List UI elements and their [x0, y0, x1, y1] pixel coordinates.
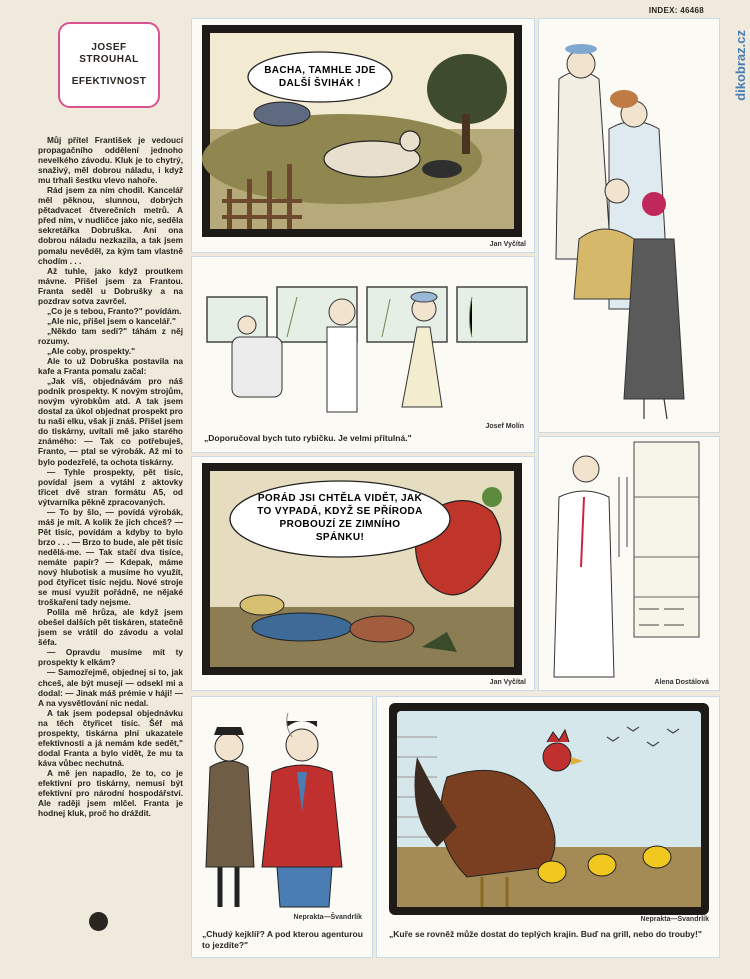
fashion-illustration-panel	[538, 18, 720, 433]
cartoon-panel-5	[191, 696, 373, 958]
article-paragraph: A mě jen napadlo, že to, co je efektivní pro tiskárny, nemusí být efektivní pro národní hospodářství. Ale raději jsem mlčel. Franta je hodnej kluk, proč ho dráždit.	[38, 767, 183, 819]
article-paragraph: „Jak víš, objednávám pro náš podnik prospekty. K novým strojům, novým výrobkům atd. A tak jsem dostal za úkol objednat prospekt pro tu naši elku, však ji znáš. Přišel jsem do tiskárny, uvítali mě jako starého známého: — Tak co potřebuješ, Franto, — ptal se výrobák. Až mi to bylo podezřelé, ta ochota tiskárny.	[38, 376, 183, 467]
cartoon-panel-6	[376, 696, 720, 958]
cartoon-6-credit: Neprakta—Švandrlík	[640, 916, 709, 923]
cartoon-2-caption: „Doporučoval bych tuto rybičku. Je velmi přítulná."	[204, 433, 412, 443]
watermark: dikobraz.cz	[733, 30, 748, 101]
cartoon-scene-hunting	[192, 19, 536, 254]
cartoon-panel-2	[191, 256, 535, 453]
article-paragraph: „Někdo tam sedí?" táhám z něj rozumy.	[38, 325, 183, 346]
page-end-dot	[89, 912, 108, 931]
article-paragraph: „Ale coby, prospekty."	[47, 345, 136, 356]
cartoon-scene-spring	[192, 457, 536, 692]
cartoon-scene-wardrobe	[539, 437, 721, 692]
cartoon-panel-3	[191, 456, 535, 691]
cartoon-3-bubble-line-3: PROBOUZÍ ZE ZIMNÍHO	[279, 519, 401, 530]
article-title-box	[58, 22, 160, 108]
article-paragraph: Polila mě hrůza, ale když jsem obešel dalších pět tiskáren, statečně jsem se vrátil do závodu a volal šéfa.	[38, 607, 183, 648]
article-paragraph: „Ale nic, přišel jsem o kancelář."	[47, 315, 176, 326]
article-title: EFEKTIVNOST	[71, 76, 147, 87]
article-paragraph: A tak jsem podepsal objednávku na těch čtyřicet tisíc. Šéf má prospekty, tiskárna plní ukazatele efektivnosti a já nemám kde sedět," dodal Franta a bylo vidět, že mu ta káva vůbec nechutná.	[38, 707, 183, 768]
cartoon-6-caption: „Kuře se rovněž může dostat do teplých krajin. Buď na grill, nebo do trouby!"	[389, 929, 702, 939]
article-paragraph: — Samozřejmě, objednej si to, jak chceš, ale být musejí — odsekl mi a dodal: — Jinak máš prémie v háji! — A na vysvětlování nic nedal.	[38, 667, 183, 708]
article-body	[38, 135, 183, 935]
cartoon-scene-aquarium	[192, 257, 536, 454]
cartoon-3-bubble-line-1: PORÁD JSI CHTĚLA VIDĚT, JAK	[257, 493, 423, 504]
article-paragraph: Můj přítel František je vedoucí propagačního oddělení jednoho nevelkého závodu. Kluk je to chytrý, snaživý, měl dobrou náladu, i když mu trhali šestku vlevo nahoře.	[38, 135, 183, 186]
cartoon-3-bubble-line-4: SPÁNKU!	[315, 532, 365, 543]
cartoon-1-credit: Jan Vyčítal	[489, 241, 526, 248]
cartoon-1-bubble-line-2: DALŠÍ ŠVIHÁK !	[278, 78, 362, 89]
article-paragraph: — To by šlo, — povídá výrobák, máš je mít. A kolik že jich chceš? — Pět tisíc, povídám a kdyby to bylo brzo . . . — Brzo to bude, ale pět tisíc nedělá-me. — Tak stačí dva tisíce, nemáte papír? — Kdepak, máme nový hlubotisk a musíme ho využít, pod čtyřicet tisíc nejdu. Nové stroje se musí využít pořádně, ne nějaké troškaření tady nejsme.	[38, 506, 183, 608]
cartoon-panel-4	[538, 436, 720, 691]
article-paragraph: Ale to už Dobruška postavila na kafe a Franta pomalu začal:	[38, 356, 183, 377]
article-paragraph: — Opravdu musíme mít ty prospekty k elkám?	[38, 647, 183, 668]
cartoon-2-credit: Josef Molín	[485, 423, 524, 430]
cartoon-5-credit: Neprakta—Švandrlík	[293, 914, 362, 921]
author-last-name: STROUHAL	[79, 54, 139, 65]
article-paragraph: „Co je s tebou, Franto?" povídám.	[47, 305, 182, 316]
page-index: INDEX: 46468	[648, 6, 704, 15]
cartoon-panel-1	[191, 18, 535, 253]
cartoon-1-bubble-line-1: BACHA, TAMHLE JDE	[264, 65, 376, 76]
cartoon-5-caption: „Chudý kejklíř? A pod kterou agenturou to jezdíte?"	[202, 929, 363, 950]
author-first-name: JOSEF	[91, 42, 127, 53]
article-paragraph: Až tuhle, jako když proutkem mávne. Přišel jsem za Frantou. Franta seděl u Dobrušky a na pozdrav sotva zavrčel.	[38, 265, 183, 306]
cartoon-4-credit: Alena Dostálová	[654, 679, 709, 686]
article-paragraph: — Tyhle prospekty, pět tisíc, povídal jsem a vytáhl z aktovky třicet dvě stran formátu A5, od výtvarníka pěkně zpracovaných.	[38, 466, 183, 507]
cartoon-3-bubble-line-2: TO VYPADÁ, KDYŽ SE PŘÍRODA	[257, 506, 423, 517]
cartoon-3-credit: Jan Vyčítal	[489, 679, 526, 686]
fashion-couples-illustration	[539, 19, 721, 434]
article-paragraph: Rád jsem za ním chodil. Kancelář měl pěknou, slunnou, dobrých pětadvacet čtverečních metrů. A před ním, v nudličce jako nic, seděla sekretářka Dobruška. Ani ona dobrou náladu nezkazila, a tak jsem pomalu nevěděl, za kým tam vlastně chodím . . .	[38, 185, 183, 266]
